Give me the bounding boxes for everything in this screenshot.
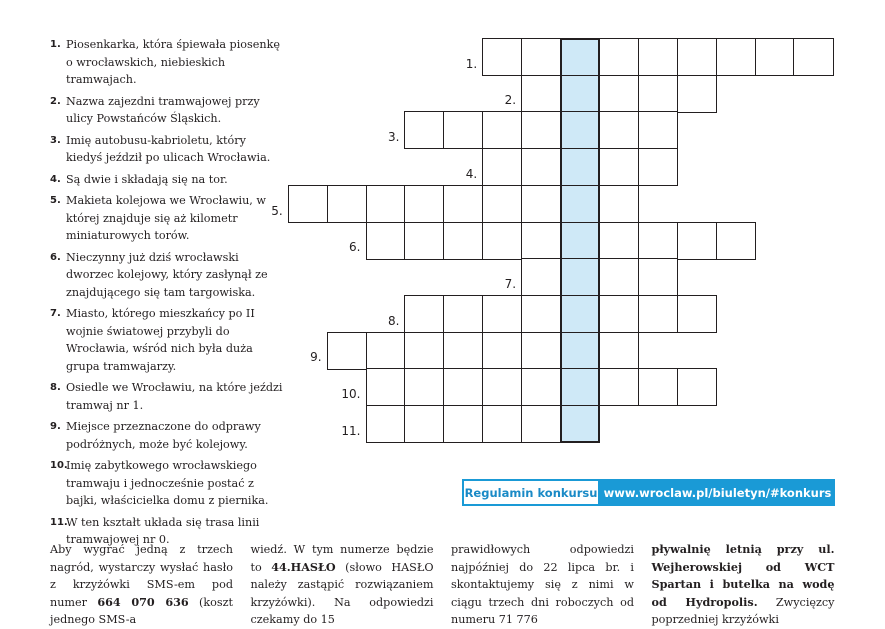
row-number: 9. — [310, 350, 322, 365]
clue-number: 8. — [50, 382, 61, 393]
crossword-cell[interactable] — [366, 332, 406, 370]
clue-number: 4. — [50, 173, 61, 185]
crossword-cell[interactable] — [599, 332, 639, 370]
crossword-cell[interactable] — [638, 148, 678, 186]
crossword-cell[interactable] — [677, 222, 717, 260]
crossword-cell[interactable] — [521, 368, 561, 406]
crossword-cell[interactable] — [677, 75, 717, 113]
crossword-cell[interactable] — [404, 368, 444, 406]
clue-item — [50, 192, 285, 245]
crossword-cell[interactable] — [443, 332, 483, 370]
crossword-cell[interactable] — [404, 332, 444, 370]
clue-text: W ten kształt układa się trasa linii tramwajowej nr 0. — [66, 515, 260, 546]
crossword-cell[interactable] — [560, 222, 600, 260]
crossword-cell[interactable] — [638, 368, 678, 406]
crossword-cell[interactable] — [288, 185, 328, 223]
crossword-cell[interactable] — [404, 185, 444, 223]
clue-text: Nieczynny już dziś wrocławski dworzec kolejowy, który zasłynął ze znajdującego się tam targowiska. — [66, 250, 268, 299]
crossword-cell[interactable] — [521, 185, 561, 223]
clue-item — [50, 305, 285, 375]
crossword-cell[interactable] — [793, 38, 833, 76]
crossword-cell[interactable] — [521, 38, 561, 76]
crossword-cell[interactable] — [443, 222, 483, 260]
crossword-cell[interactable] — [599, 38, 639, 76]
clue-item — [50, 379, 285, 414]
crossword-cell[interactable] — [560, 332, 600, 370]
crossword-cell[interactable] — [599, 111, 639, 149]
crossword-cell[interactable] — [482, 405, 522, 443]
crossword-cell[interactable] — [327, 185, 367, 223]
clue-number: 5. — [50, 195, 61, 206]
article-column: wiedź. W tym numerze będzie to 44.HASŁO (słowo HASŁO należy zastąpić rozwiązaniem krzyżówki). Na odpowiedzi czekamy do 15 — [250, 543, 434, 626]
row-number: 3. — [387, 130, 400, 145]
clue-text: Imię autobusu-kabrioletu, który kiedyś jeździł po ulicach Wrocławia. — [66, 133, 271, 164]
article-column: pływalnię letnią przy ul. Wejherowskiej od WCT Spartan i butelka na wodę od Hydropolis. Zwycięzcy poprzedniej krzyżówki — [651, 542, 835, 626]
crossword-cell[interactable] — [366, 185, 406, 223]
crossword-cell[interactable] — [366, 405, 406, 443]
crossword-cell[interactable] — [677, 368, 717, 406]
crossword-cell[interactable] — [599, 222, 639, 260]
clue-number: 6. — [50, 251, 61, 263]
clue-number: 7. — [50, 308, 61, 319]
crossword-cell[interactable] — [638, 222, 678, 260]
crossword-cell[interactable] — [443, 185, 483, 223]
crossword-cell[interactable] — [521, 148, 561, 186]
row-number: 1. — [465, 56, 478, 71]
crossword-cell[interactable] — [482, 185, 522, 223]
crossword-cell[interactable] — [560, 111, 600, 149]
crossword-cell[interactable] — [677, 38, 717, 76]
crossword-cell[interactable] — [560, 258, 600, 296]
rules-url[interactable]: www.wroclaw.pl/biuletyn/#konkurs — [600, 479, 835, 506]
clue-number: 11. — [50, 516, 68, 528]
row-number: 10. — [341, 387, 361, 401]
crossword-cell[interactable] — [638, 295, 678, 333]
clue-text: Są dwie i składają się na tor. — [66, 172, 228, 186]
clue-text: Piosenkarka, która śpiewała piosenkę o wrocławskich, niebieskich tramwajach. — [66, 38, 280, 86]
crossword-cell[interactable] — [560, 75, 600, 113]
clue-item — [50, 457, 285, 510]
clue-item — [50, 36, 285, 89]
crossword-cell[interactable] — [521, 111, 561, 149]
crossword-cell[interactable] — [482, 111, 522, 149]
clue-number: 1. — [50, 39, 61, 50]
crossword-cell[interactable] — [599, 75, 639, 113]
rules-bar — [462, 479, 835, 506]
crossword-cell[interactable] — [560, 368, 600, 406]
crossword-cell[interactable] — [521, 258, 561, 296]
crossword-cell[interactable] — [443, 405, 483, 443]
crossword-cell[interactable] — [482, 148, 522, 186]
crossword-cell[interactable] — [755, 38, 795, 76]
clue-item — [50, 249, 285, 302]
crossword-cell[interactable] — [638, 111, 678, 149]
crossword-cell[interactable] — [404, 405, 444, 443]
crossword-cell[interactable] — [443, 111, 483, 149]
crossword-cell[interactable] — [560, 148, 600, 186]
crossword-cell[interactable] — [404, 111, 444, 149]
crossword-cell[interactable] — [716, 222, 756, 260]
crossword-cell[interactable] — [482, 38, 522, 76]
clue-number: 3. — [50, 134, 61, 146]
crossword-cell[interactable] — [638, 38, 678, 76]
clue-text: Miejsce przeznaczone do odprawy podróżnych, może być kolejowy. — [66, 420, 261, 451]
crossword-cell[interactable] — [638, 75, 678, 113]
crossword-cell[interactable] — [521, 405, 561, 443]
row-number: 4. — [465, 166, 478, 181]
crossword-cell[interactable] — [366, 368, 406, 406]
row-number: 2. — [504, 93, 517, 108]
crossword-cell[interactable] — [560, 295, 600, 333]
crossword-cell[interactable] — [716, 38, 756, 76]
crossword-cell[interactable] — [521, 332, 561, 370]
article-columns — [50, 541, 835, 626]
crossword-cell[interactable] — [482, 222, 522, 260]
clue-text: Imię zabytkowego wrocławskiego tramwaju i jednocześnie postać z bajki, właścicielka domu z piernika. — [66, 459, 269, 507]
clue-text: Osiedle we Wrocławiu, na które jeździ tramwaj nr 1. — [66, 381, 283, 412]
crossword-cell[interactable] — [443, 368, 483, 406]
article-column: Aby wygrać jedną z trzech nagród, wystarczy wysłać hasło z krzyżówki SMS-em pod numer 664 070 636 (koszt jednego SMS-a — [50, 543, 233, 626]
crossword-cell[interactable] — [638, 258, 678, 296]
article-column: prawidłowych odpowiedzi najpóźniej do 22 lipca br. i skontaktujemy się z nimi w ciągu trzech dni roboczych od numeru 71 776 — [451, 543, 634, 626]
crossword-cell[interactable] — [599, 185, 639, 223]
clue-item — [50, 93, 285, 128]
crossword-cell[interactable] — [482, 332, 522, 370]
crossword-cell[interactable] — [521, 295, 561, 333]
row-number: 7. — [504, 276, 517, 291]
crossword-cell[interactable] — [599, 368, 639, 406]
clue-text: Miasto, którego mieszkańcy po II wojnie światowej przybyli do Wrocławia, wśród nich była duża grupa tramwajarzy. — [66, 307, 255, 373]
crossword-cell[interactable] — [677, 295, 717, 333]
clue-number: 10. — [50, 460, 68, 471]
crossword-cell[interactable] — [327, 332, 367, 370]
rules-link[interactable]: Regulamin konkursu — [462, 479, 600, 506]
crossword-cell[interactable] — [482, 368, 522, 406]
row-number: 8. — [387, 313, 400, 328]
row-number: 6. — [349, 240, 361, 255]
crossword-cell[interactable] — [599, 148, 639, 186]
clue-text: Makieta kolejowa we Wrocławiu, w której znajduje się aż kilometr miniaturowych torów. — [66, 194, 266, 242]
crossword-cell[interactable] — [560, 185, 600, 223]
crossword-cell[interactable] — [443, 295, 483, 333]
clue-item — [50, 171, 285, 189]
crossword-cell[interactable] — [521, 75, 561, 113]
crossword-cell[interactable] — [521, 222, 561, 260]
clue-text: Nazwa zajezdni tramwajowej przy ulicy Powstańców Śląskich. — [66, 94, 260, 125]
clue-item — [50, 132, 285, 167]
clue-item — [50, 418, 285, 453]
crossword-cell[interactable] — [482, 295, 522, 333]
row-number: 11. — [341, 423, 361, 438]
crossword-cell[interactable] — [560, 405, 600, 443]
crossword-cell[interactable] — [560, 38, 600, 76]
crossword-cell[interactable] — [599, 258, 639, 296]
row-number: 5. — [271, 203, 283, 218]
crossword-cell[interactable] — [404, 295, 444, 333]
crossword-cell[interactable] — [599, 295, 639, 333]
clue-number: 9. — [50, 421, 61, 432]
crossword-cell[interactable] — [404, 222, 444, 260]
crossword-cell[interactable] — [366, 222, 406, 260]
clue-number: 2. — [50, 95, 61, 107]
clue-list — [50, 36, 285, 553]
